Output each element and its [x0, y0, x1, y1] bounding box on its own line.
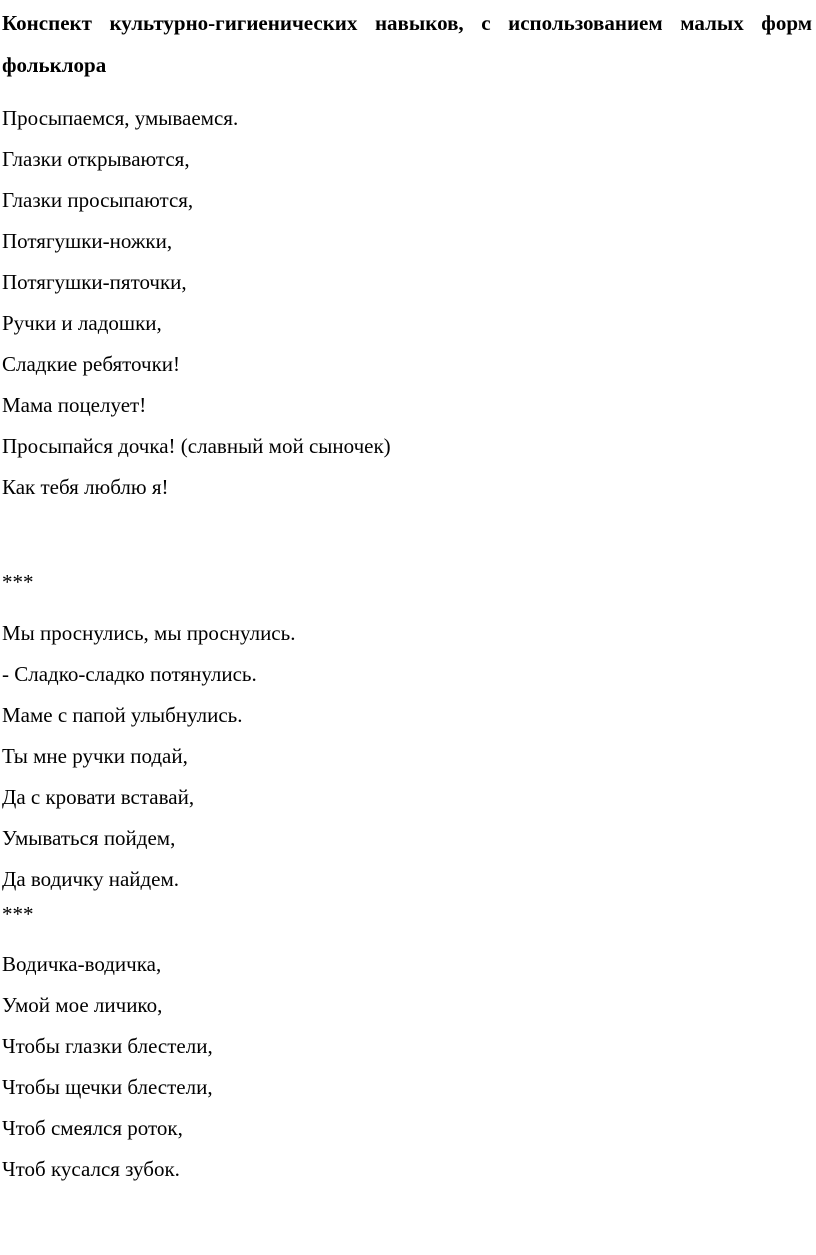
poem-line: Мы проснулись, мы проснулись. [2, 621, 296, 645]
poem-line: Просыпаемся, умываемся. [2, 106, 239, 130]
poem-line: Ты мне ручки подай, [2, 744, 188, 768]
poem-line: Просыпайся дочка! (славный мой сыночек) [2, 434, 391, 458]
poem-line: Чтобы щечки блестели, [2, 1075, 213, 1099]
poem-line: - Сладко-сладко потянулись. [2, 662, 257, 686]
document-title: Конспект культурно-гигиенических навыков, с использованием малых форм фольклора [2, 11, 812, 77]
poem-line: Да водичку найдем. [2, 867, 180, 891]
poem-line: Глазки открываются, [2, 147, 190, 171]
poem-line: Маме с папой улыбнулись. [2, 703, 243, 727]
poem-line: Потягушки-ножки, [2, 229, 173, 253]
poem-line: Чтоб кусался зубок. [2, 1157, 180, 1181]
stanza-separator: *** [2, 902, 34, 926]
poem-line: Глазки просыпаются, [2, 188, 194, 212]
stanza-separator: *** [2, 570, 34, 594]
poem-line: Ручки и ладошки, [2, 311, 162, 335]
poem-line: Сладкие ребяточки! [2, 352, 180, 376]
poem-line: Чтоб смеялся роток, [2, 1116, 183, 1140]
poem-line: Умой мое личико, [2, 993, 163, 1017]
poem-line: Мама поцелует! [2, 393, 147, 417]
poem-line: Водичка-водичка, [2, 952, 162, 976]
poem-line: Чтобы глазки блестели, [2, 1034, 213, 1058]
poem-line: Умываться пойдем, [2, 826, 176, 850]
poem-line: Да с кровати вставай, [2, 785, 195, 809]
poem-line: Потягушки-пяточки, [2, 270, 187, 294]
poem-line: Как тебя люблю я! [2, 475, 169, 499]
